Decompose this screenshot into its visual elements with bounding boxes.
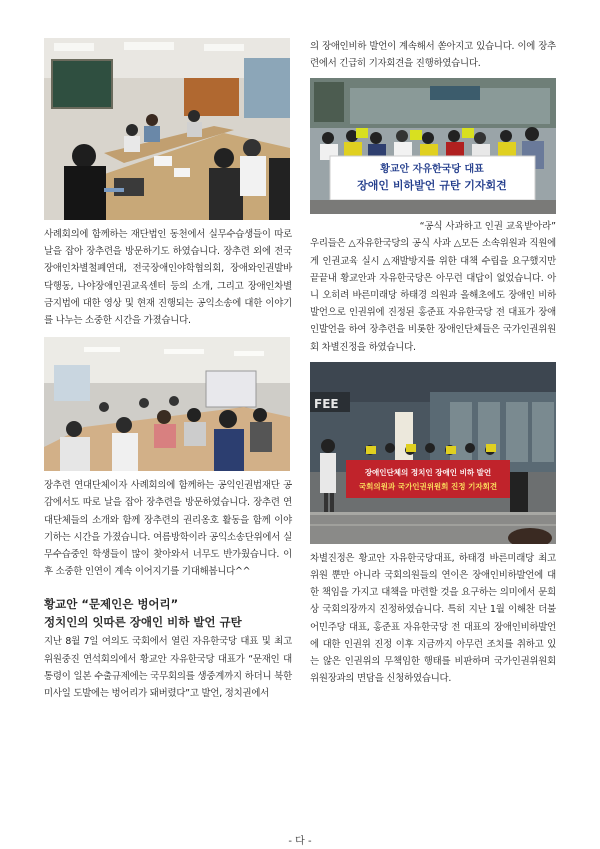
protest-at-building-photo-graphic — [310, 362, 556, 544]
protest-banner-line2: 국회의원과 국가인권위원회 진정 기자회견 — [358, 481, 498, 491]
paragraph-complaint-filing: 차별진정은 황교안 자유한국당대표, 하태경 바른미래당 최고위원 뿐만 아니라 국회의원들의 연이은 장애인비하발언에 대한 책임을 가지고 대책을 마련할 것을 요구하는 의미에서 문희상 국회의장까지 진정하였습니다. 특히 지난 1월 이해찬 더불어민주당 대표, 홍준표 자유한국당 전 대표의 장애인비하발언에 대한 인권위 진정 이후 지금까지 아무런 조치를 취하고 있는 않은 인권위의 무책임한 행태를 비판하며 국가인권위원회 위원장과의 면담을 신청하였습니다. — [310, 552, 556, 685]
left-column — [44, 38, 292, 702]
press-conference-photo-graphic — [310, 78, 556, 214]
meeting-room-photo-2 — [44, 337, 290, 471]
paragraph-dongcheon-visit: 사례회의에 함께하는 재단법인 동천에서 실무수습생들이 따로 날을 잡아 장추련을 방문하기도 하였습니다. 장추련 외에 전국장애인차별철폐연대, 전국장애인야학협의회, 장애와인권발바닥행동, 나야장애인권교육센터 등의 소개, 그리고 장애인차별금지법에 대한 영상 및 현재 진행되는 공익소송에 대한 이야기를 나누는 소중한 시간을 가졌습니다. — [44, 229, 292, 327]
paragraph-press-conference-intro: 의 장애인비하 발언이 계속해서 쏟아지고 있습니다. 이에 장추련에서 긴급히 기자회견을 진행하였습니다. — [310, 41, 556, 70]
building-sign-text: FEE — [314, 396, 339, 411]
press-banner-line2: 장애인 비하발언 규탄 기자회견 — [357, 179, 507, 193]
quote-caption: “공식 사과하고 인권 교육받아라” — [419, 221, 556, 233]
meeting-room-photo-2-graphic — [44, 337, 290, 471]
right-column — [310, 38, 556, 687]
meeting-room-photo-1-graphic — [44, 38, 290, 220]
protest-at-building-photo — [310, 362, 556, 544]
meeting-room-photo-1 — [44, 38, 290, 220]
article-heading-line1: 황교안 “문제인은 벙어리” — [44, 597, 179, 612]
article-heading-line2: 정치인의 잇따른 장애인 비하 발언 규탄 — [44, 615, 242, 630]
article-heading — [44, 596, 292, 631]
protest-banner-line1: 장애인단체의 정치인 장애인 비하 발언 — [364, 467, 492, 477]
press-banner-line1: 황교안 자유한국당 대표 — [380, 164, 484, 176]
paragraph-demands: 우리들은 △자유한국당의 공식 사과 △모든 소속위원과 직원에게 인권교육 실시 △재발방지를 위한 대책 수립을 요구했지만 끝끝내 황교안과 자유한국당은 아무런 대답이 없었습니다. 아니 오히려 바른미래당 하태경 의원과 올해초에도 장애인 비하발언으로 인권위에 진정된 홍준표 자유한국당 전 대표가 장애인발언을 하여 장추련을 비롯한 장애인단체들은 국가인권위원회 차별진정을 하였습니다. — [310, 238, 556, 353]
press-conference-photo — [310, 78, 556, 214]
page-number: - 다 - — [288, 836, 312, 847]
paragraph-hwang-remark: 지난 8월 7일 여의도 국회에서 열린 자유한국당 대표 및 최고위원중진 연석회의에서 황교안 자유한국당 대표가 “문재인 대통령이 일본 수출규제에는 국무회의를 생중계까지 하더니 북한 미사일 도발에는 벙어리가 돼버렸다”고 발언, 정치권에서 — [44, 636, 292, 700]
paragraph-gonggam-visit: 장추련 연대단체이자 사례회의에 함께하는 공익인권법재단 공감에서도 따로 날을 잡아 장추련을 방문하였습니다. 장추련 연대단체들의 소개와 함께 장추련의 권리옹호 활동을 함께 이야기하는 시간을 가졌습니다. 여름방학이라 공익소송단위에서 실무수습중인 학생들이 많이 찾아와서 너무도 반가웠습니다. 이후 소중한 인연이 계속 이어지기를 기대해봅니다^^ — [44, 480, 292, 578]
